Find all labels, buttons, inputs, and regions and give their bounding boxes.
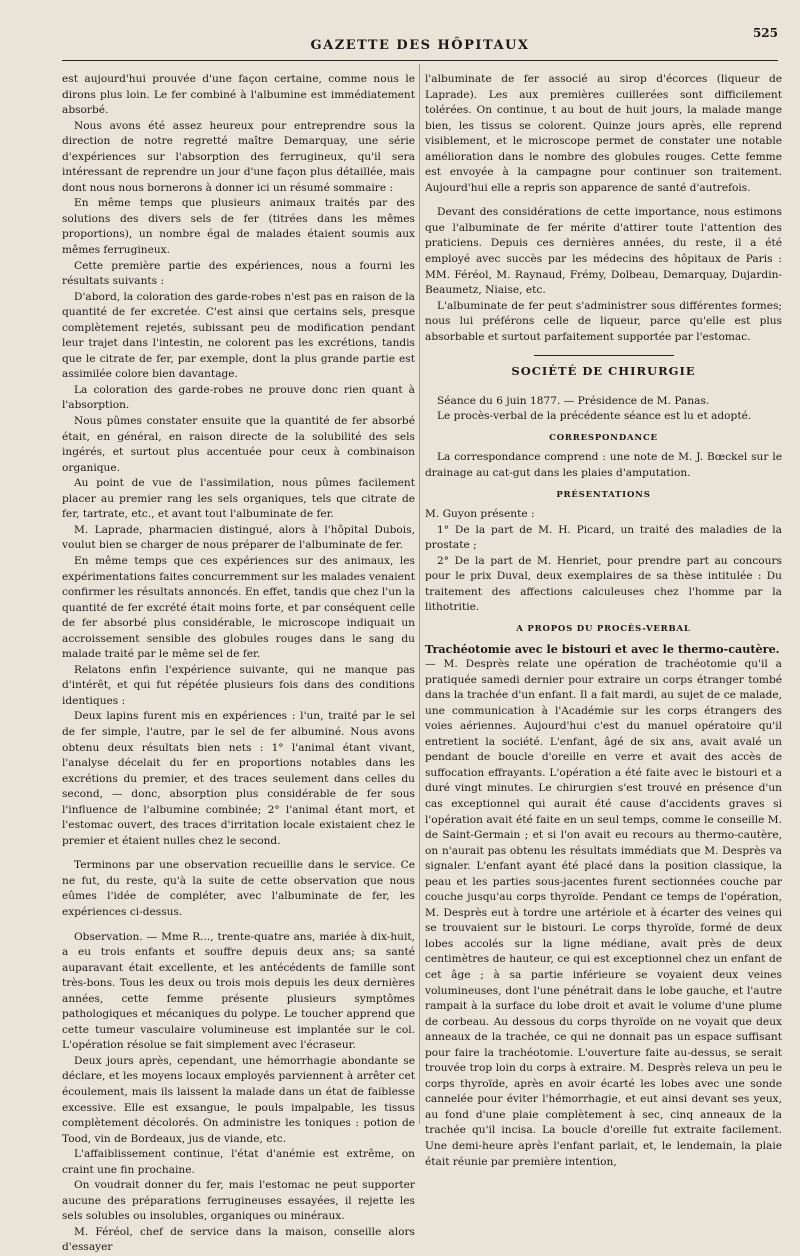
paragraph: M. Guyon présente : xyxy=(425,508,535,521)
seance-line: Séance du 6 juin 1877. — Présidence de M. Panas. xyxy=(437,394,710,407)
page-header-title: GAZETTE DES HÔPITAUX xyxy=(310,38,530,53)
paragraph: La correspondance comprend : une note de M. J. Bœckel sur le drainage au cat-gut dans les plaies d'amputation. xyxy=(425,451,782,480)
paragraph: En même temps que ces expériences sur des animaux, les expérimentations faites concurremment sur les malades venaient confirmer les résultats annoncés. En effet, tandis que chez l'un la quantité de fer excrété était moins forte, et par conséquent celle de fer absorbé plus considérable, le microscope indiquait un accroissement sensible des globules rouges dans le sang du malade traité par le même sel de fer. xyxy=(62,554,415,661)
paragraph: 1° De la part de M. H. Picard, un traité des maladies de la prostate ; xyxy=(425,523,782,552)
article-title: Trachéotomie avec le bistouri et avec le thermo-cautère. xyxy=(425,641,780,656)
section-title: SOCIÉTÉ DE CHIRURGIE xyxy=(511,364,696,379)
section-rule xyxy=(534,355,674,356)
paragraph: On voudrait donner du fer, mais l'estomac ne peut supporter aucune des préparations ferrugineuses essayées, il rejette les sels solubles ou insolubles, organiques ou minéraux. xyxy=(62,1179,415,1223)
paragraph: Terminons par une observation recueillie dans le service. Ce ne fut, du reste, qu'à la suite de cette observation que nous eûmes l'idée de compléter, avec l'albuminate de fer, les expériences ci-dessus. xyxy=(62,859,415,918)
column-divider xyxy=(419,64,420,1124)
proces-verbal-line: Le procès-verbal de la précédente séance est lu et adopté. xyxy=(437,410,752,423)
paragraph: l'albuminate de fer associé au sirop d'écorces (liqueur de Laprade). Les aux premières cuillerées sont difficilement tolérées. On continue, t au bout de huit jours, la malade mange bien, les tissus se colorent. Quinze jours après, elle reprend visiblement, et le microscope permet de constater une notable amélioration dans le nombre des globules rouges. Cette femme est envoyée à la campagne pour continuer son traitement. Aujourd'hui elle a repris son apparence de santé d'autrefois. xyxy=(425,73,782,194)
subheading-correspondance: CORRESPONDANCE xyxy=(549,432,658,443)
subheading-presentations: PRÉSENTATIONS xyxy=(556,489,651,500)
paragraph: Au point de vue de l'assimilation, nous pûmes facilement placer au premier rang les sels organiques, tels que citrate de fer, tartrate, etc., et avant tout l'albuminate de fer. xyxy=(62,477,415,521)
paragraph: Devant des considérations de cette importance, nous estimons que l'albuminate de fer mérite d'attirer toute l'attention des praticiens. Depuis ces dernières années, du reste, il a été employé avec succès par les médecins des hôpitaux de Paris : MM. Féréol, M. Raynaud, Frémy, Dolbeau, Demarquay, Dujardin-Beaumetz, Niaise, etc. xyxy=(425,206,782,297)
header-rule xyxy=(62,60,778,61)
paragraph: Cette première partie des expériences, nous a fourni les résultats suivants : xyxy=(62,259,415,288)
paragraph: Relatons enfin l'expérience suivante, qui ne manque pas d'intérêt, et qui fut répétée plusieurs fois dans des conditions identiques : xyxy=(62,663,415,707)
paragraph: La coloration des garde-robes ne prouve donc rien quant à l'absorption. xyxy=(62,383,415,412)
right-column xyxy=(425,72,782,1170)
paragraph: — M. Desprès relate une opération de trachéotomie qu'il a pratiquée samedi dernier pour extraire un corps étranger tombé dans la trachée d'un enfant. Il a fait mardi, au sujet de ce malade, une communication à l'Académie sur les corps étrangers des voies aériennes. Aujourd'hui c'est du manuel opératoire qu'il entretient la société. L'enfant, âgé de six ans, avait avalé un pendant de boucle d'oreille en verre et avait des accès de suffocation effrayants. L'opération a été faite avec le bistouri et a duré vingt minutes. Le chirurgien s'est trouvé en présence d'un cas exceptionnel qui aurait été cause d'accidents graves si l'opération avait été faite en un seul temps, comme le conseille M. de Saint-Germain ; et si l'on avait eu recours au thermo-cautère, on n'aurait pas obtenu les résultats immédiats que M. Desprès va signaler. L'enfant ayant été placé dans la position classique, la peau et les parties sous-jacentes furent sectionnées couche par couche jusqu'au corps thyroïde. Pendant ce temps de l'opération, M. Desprès eut à tordre une artériole et à écarter des veines qui se trouvaient sur le bistouri. Le corps thyroïde, formé de deux lobes accolés sur la ligne médiane, avait près de deux centimètres de hauteur, ce qui est exceptionnel chez un enfant de cet âge ; à sa partie inférieure se voyaient deux veines volumineuses, dont l'une pénétrait dans le lobe gauche, et l'autre rampait à la surface du lobe droit et avait le volume d'une plume de corbeau. Au dessous du corps thyroïde on ne voyait que deux anneaux de la trachée, ce qui ne donnait pas un espace suffisant pour faire la trachéotomie. L'ouverture faite au-dessus, se serait trouvée trop loin du corps à extraire. M. Desprès releva un peu le corps thyroïde, après en avoir écarté les lobes avec une sonde cannelée pour éviter l'hémorrhagie, et eut ainsi devant ses yeux, au fond d'une plaie complètement à sec, cinq anneaux de la trachée qu'il incisa. La boucle d'oreille fut extraite facilement. Une demi-heure après l'enfant parlait, et, le lendemain, la plaie était réunie par première intention, xyxy=(425,658,782,1168)
observation-paragraph: Observation. — Mme R..., trente-quatre ans, mariée à dix-huit, a eu trois enfants et souffre depuis deux ans; sa santé auparavant était excellente, et les antécédents de famille sont très-bons. Tous les deux ou trois mois depuis les deux dernières années, cette femme présente plusieurs symptômes pathologiques et mécaniques du polype. Le toucher apprend que cette tumeur vasculaire volumineuse est implantée sur le col. L'opération résolue se fait simplement avec l'écraseur. xyxy=(62,930,415,1052)
paragraph: M. Laprade, pharmacien distingué, alors à l'hôpital Dubois, voulut bien se charger de nous préparer de l'albuminate de fer. xyxy=(62,523,415,552)
paragraph: L'affaiblissement continue, l'état d'anémie est extrême, on craint une fin prochaine. xyxy=(62,1148,415,1176)
paragraph: 2° De la part de M. Henriet, pour prendre part au concours pour le prix Duval, deux exemplaires de sa thèse intitulée : Du traitement des affections calculeuses chez l'homme par la lithotritie. xyxy=(425,554,782,614)
subheading-proces-verbal: A PROPOS DU PROCÈS-VERBAL xyxy=(516,623,691,634)
page-number: 525 xyxy=(752,26,778,40)
paragraph: Nous pûmes constater ensuite que la quantité de fer absorbé était, en général, en raison directe de la solubilité des sels ingérés, et surtout plus accentuée pour ceux à combinaison organique. xyxy=(62,415,415,474)
paragraph: Deux lapins furent mis en expériences : l'un, traité par le sel de fer simple, l'autre, par le sel de fer albuminé. Nous avons obtenu deux résultats bien nets : 1° l'animal étant vivant, l'analyse décelait du fer en proportions notables dans les excrétions du premier, et des traces seulement dans celles du second, — donc, absorption plus considérable de fer sous l'influence de l'albumine combinée; 2° l'animal étant mort, et l'estomac ouvert, des traces d'irritation locale existaient chez le premier et étaient nulles chez le second. xyxy=(62,710,415,847)
paragraph: L'albuminate de fer peut s'administrer sous différentes formes; nous lui préférons celle de liqueur, parce qu'elle est plus absorbable et surtout parfaitement supportée par l'estomac. xyxy=(425,299,782,343)
paragraph: En même temps que plusieurs animaux traités par des solutions des divers sels de fer (titrées dans les mêmes proportions), un nombre égal de malades étaient soumis aux mêmes ferrugineux. xyxy=(62,197,415,257)
paragraph: D'abord, la coloration des garde-robes n'est pas en raison de la quantité de fer excretée. C'est ainsi que certains sels, presque complètement rejetés, subissant peu de modification pendant leur trajet dans l'intestin, ne colorent pas les excrétions, tandis que le citrate de fer, par exemple, dont la plus grande partie est assimilée colore bien davantage. xyxy=(62,290,415,381)
paragraph: Nous avons été assez heureux pour entreprendre sous la direction de notre regretté maître Demarquay, une série d'expériences sur l'absorption des ferrugineux, qu'il sera intéressant de reprendre un jour d'une façon plus détaillée, mais dont nous nous bornerons à donner ici un résumé sommaire : xyxy=(62,119,415,194)
paragraph: Deux jours après, cependant, une hémorrhagie abondante se déclare, et les moyens locaux employés parviennent à arrêter cet écoulement, mais ils laissent la malade dans un état de faiblesse excessive. Elle est exsangue, le pouls impalpable, les tissus complètement décolorés. On administre les toniques : potion de Tood, vin de Bordeaux, jus de viande, etc. xyxy=(62,1054,415,1145)
paragraph: M. Féréol, chef de service dans la maison, conseille alors d'essayer xyxy=(62,1225,415,1254)
paragraph: est aujourd'hui prouvée d'une façon certaine, comme nous le dirons plus loin. Le fer combiné à l'albumine est immédiatement absorbé. xyxy=(62,73,415,117)
left-column xyxy=(62,72,415,1256)
